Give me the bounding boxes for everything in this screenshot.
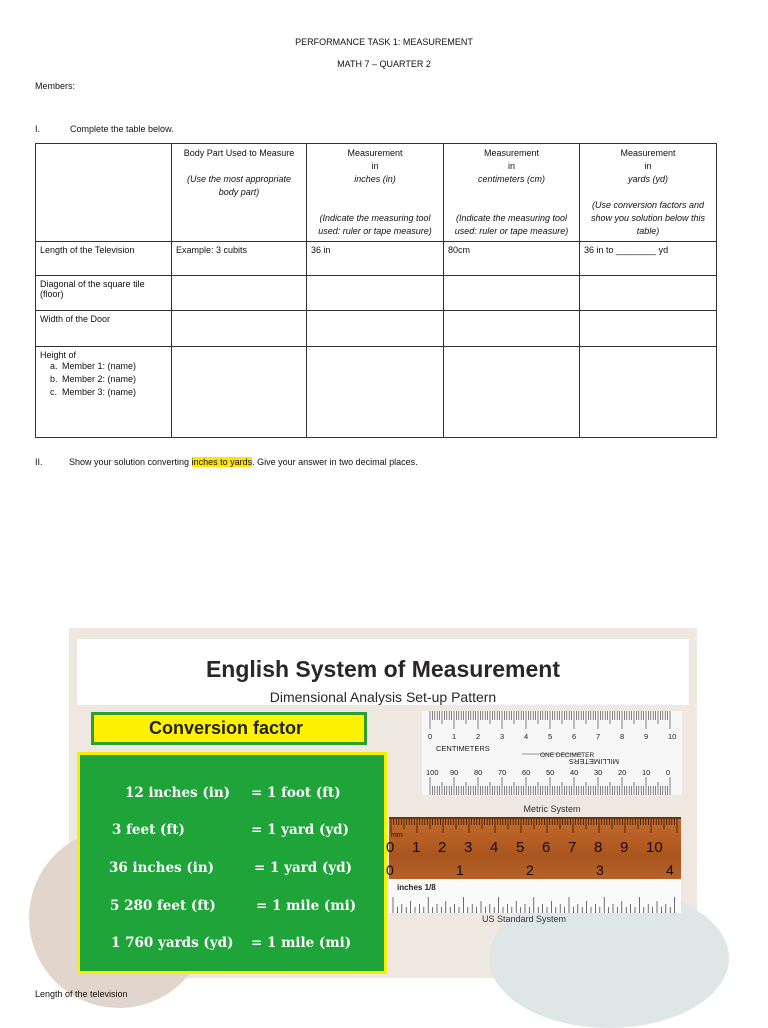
ruler-number: 40 — [570, 768, 579, 777]
metric-system-label: Metric System — [523, 804, 581, 814]
centimeters-cell[interactable] — [444, 276, 580, 311]
inches-cell[interactable] — [307, 347, 444, 438]
table-row — [36, 347, 717, 438]
us-standard-label: US Standard System — [481, 914, 567, 924]
ruler-number: 2 — [438, 839, 447, 856]
row-label: Diagonal of the square tile (floor) — [36, 276, 172, 311]
ruler-number: 7 — [596, 732, 601, 741]
ruler-number: 4 — [490, 839, 499, 856]
ruler-number: 3 — [596, 862, 604, 878]
header-line: in — [644, 161, 652, 171]
ruler-number: 4 — [524, 732, 529, 741]
table-row — [36, 311, 717, 347]
body-part-cell[interactable] — [172, 311, 307, 347]
list-item — [40, 373, 167, 386]
conversion-left: 1 760 yards (yd) — [111, 935, 234, 951]
ruler-number: 70 — [498, 768, 507, 777]
conversion-left: 12 inches (in) — [125, 785, 231, 801]
header-line: body part) — [218, 187, 260, 197]
body-part-cell[interactable] — [172, 276, 307, 311]
conversion-left: 3 feet (ft) — [112, 822, 185, 838]
centimeters-cell[interactable] — [444, 347, 580, 438]
instruction-text: Show your solution converting — [69, 457, 192, 467]
ruler-number: 30 — [594, 768, 603, 777]
header-line: (Use the most appropriate — [186, 174, 292, 184]
header-line: table) — [636, 226, 660, 236]
section2-instruction — [69, 457, 418, 467]
ruler-number: 3 — [464, 839, 473, 856]
us-ruler-inch-scale — [389, 879, 681, 913]
ruler-number: 10 — [642, 768, 651, 777]
row-label: Width of the Door — [36, 311, 172, 347]
measurement-infographic — [69, 628, 697, 978]
yards-cell[interactable] — [580, 311, 717, 347]
infographic-subtitle: Dimensional Analysis Set-up Pattern — [269, 689, 497, 705]
member-name: Member 3: (name) — [62, 387, 137, 397]
header-line: (Indicate the measuring tool — [319, 213, 431, 223]
measurement-table — [35, 143, 717, 438]
header-cell-blank — [36, 144, 172, 242]
members-label: Members: — [35, 81, 76, 91]
header-cell-inches — [307, 144, 444, 242]
ruler-number: 0 — [386, 839, 395, 856]
header-line: Body Part Used to Measure — [183, 148, 295, 158]
body-part-cell[interactable] — [172, 347, 307, 438]
table-row — [36, 276, 717, 311]
inches-cell[interactable] — [307, 276, 444, 311]
ruler-number: 2 — [476, 732, 481, 741]
ruler-number: 50 — [546, 768, 555, 777]
ruler-number: 100 — [426, 768, 439, 777]
header-cell-body-part — [172, 144, 307, 242]
ruler-number: 1 — [456, 862, 464, 878]
member-list — [40, 360, 167, 399]
ruler-number: 2 — [526, 862, 534, 878]
yards-cell[interactable]: 36 in to ________ yd — [580, 242, 717, 276]
header-line — [584, 186, 712, 199]
member-name: Member 1: (name) — [62, 361, 137, 371]
conversion-left: 5 280 feet (ft) — [110, 898, 216, 914]
ruler-number: 3 — [500, 732, 505, 741]
header-line: Measurement — [620, 148, 676, 158]
header-line: yards (yd) — [627, 174, 668, 184]
conversion-right: = 1 mile (mi) — [256, 898, 357, 914]
inch-scale-graphic — [389, 879, 681, 913]
header-cell-yards — [580, 144, 717, 242]
inches-label: inches 1/8 — [397, 883, 436, 892]
ruler-number: 6 — [572, 732, 577, 741]
header-line — [448, 186, 575, 199]
header-line — [311, 186, 439, 199]
centimeters-cell[interactable]: 80cm — [444, 242, 580, 276]
ruler-number: 0 — [386, 862, 394, 878]
ruler-number: 0 — [428, 732, 433, 741]
member-name: Member 2: (name) — [62, 374, 137, 384]
infographic-title: English System of Measurement — [205, 656, 561, 682]
inches-cell[interactable] — [307, 311, 444, 347]
list-marker: c. — [50, 387, 58, 397]
conversion-right: = 1 yard (yd) — [254, 860, 353, 876]
mm-label: mm — [391, 832, 403, 839]
header-line: centimeters (cm) — [477, 174, 545, 184]
yards-cell[interactable] — [580, 276, 717, 311]
header-line — [311, 199, 439, 212]
ruler-number: 60 — [522, 768, 531, 777]
row-label: Length of the Television — [36, 242, 172, 276]
section1-number: I. — [35, 124, 41, 134]
header-line: in — [507, 161, 515, 171]
section2-number: II. — [35, 457, 43, 467]
footer-text: Length of the television — [35, 989, 128, 999]
centimeters-label: CENTIMETERS — [436, 744, 490, 753]
header-line: in — [371, 161, 379, 171]
metric-ruler — [422, 711, 682, 795]
ruler-number: 8 — [620, 732, 625, 741]
ruler-number: 8 — [594, 839, 603, 856]
header-cell-centimeters — [444, 144, 580, 242]
table-row — [36, 242, 717, 276]
us-ruler-graphic — [386, 819, 681, 881]
ruler-number: 0 — [666, 768, 671, 777]
ruler-number: 9 — [644, 732, 649, 741]
decimeter-label: ONE DECIMETER — [540, 752, 595, 759]
conversion-right: = 1 yard (yd) — [251, 822, 350, 838]
highlighted-text: inches to yards — [191, 457, 253, 467]
header-line — [176, 160, 302, 173]
infographic-banner — [77, 639, 689, 705]
ruler-number: 10 — [646, 839, 663, 856]
list-item — [40, 386, 167, 399]
ruler-number: 5 — [516, 839, 525, 856]
ruler-number: 1 — [452, 732, 457, 741]
centimeters-cell[interactable] — [444, 311, 580, 347]
conversion-right: = 1 mile (mi) — [251, 935, 352, 951]
us-ruler — [386, 817, 681, 883]
list-item — [40, 360, 167, 373]
ruler-number: 80 — [474, 768, 483, 777]
ruler-number: 6 — [542, 839, 551, 856]
ruler-number: 4 — [666, 862, 674, 878]
metric-ruler-graphic — [422, 711, 682, 795]
ruler-number: 9 — [620, 839, 629, 856]
list-marker: a. — [50, 361, 58, 371]
header-line: (Use conversion factors and — [591, 200, 705, 210]
section1-instruction: Complete the table below. — [70, 124, 174, 134]
inches-cell[interactable]: 36 in — [307, 242, 444, 276]
header-line: show you solution below this — [590, 213, 706, 223]
page-subtitle: MATH 7 – QUARTER 2 — [337, 59, 431, 69]
row-label-height — [36, 347, 172, 438]
instruction-text: . Give your answer in two decimal places. — [252, 457, 418, 467]
header-line: used: ruler or tape measure) — [318, 226, 432, 236]
header-line: Measurement — [347, 148, 403, 158]
header-line: used: ruler or tape measure) — [454, 226, 569, 236]
header-line — [448, 199, 575, 212]
ruler-number: 5 — [548, 732, 553, 741]
yards-cell[interactable] — [580, 347, 717, 438]
ruler-number: 20 — [618, 768, 627, 777]
height-of-label: Height of — [40, 350, 77, 360]
body-part-cell[interactable]: Example: 3 cubits — [172, 242, 307, 276]
conversion-right: = 1 foot (ft) — [251, 785, 341, 801]
table-header-row — [36, 144, 717, 242]
header-line: inches (in) — [354, 174, 396, 184]
conversion-table — [77, 752, 387, 974]
header-line: Measurement — [483, 148, 540, 158]
millimeters-label: MILLIMETERS — [568, 757, 619, 766]
page-title: PERFORMANCE TASK 1: MEASUREMENT — [295, 37, 473, 47]
conversion-factor-label: Conversion factor — [91, 712, 367, 745]
header-line: (Indicate the measuring tool — [455, 213, 568, 223]
ruler-number: 1 — [412, 839, 421, 856]
conversion-left: 36 inches (in) — [109, 860, 215, 876]
ruler-number: 10 — [668, 732, 677, 741]
ruler-number: 7 — [568, 839, 577, 856]
list-marker: b. — [50, 374, 58, 384]
ruler-number: 90 — [450, 768, 459, 777]
